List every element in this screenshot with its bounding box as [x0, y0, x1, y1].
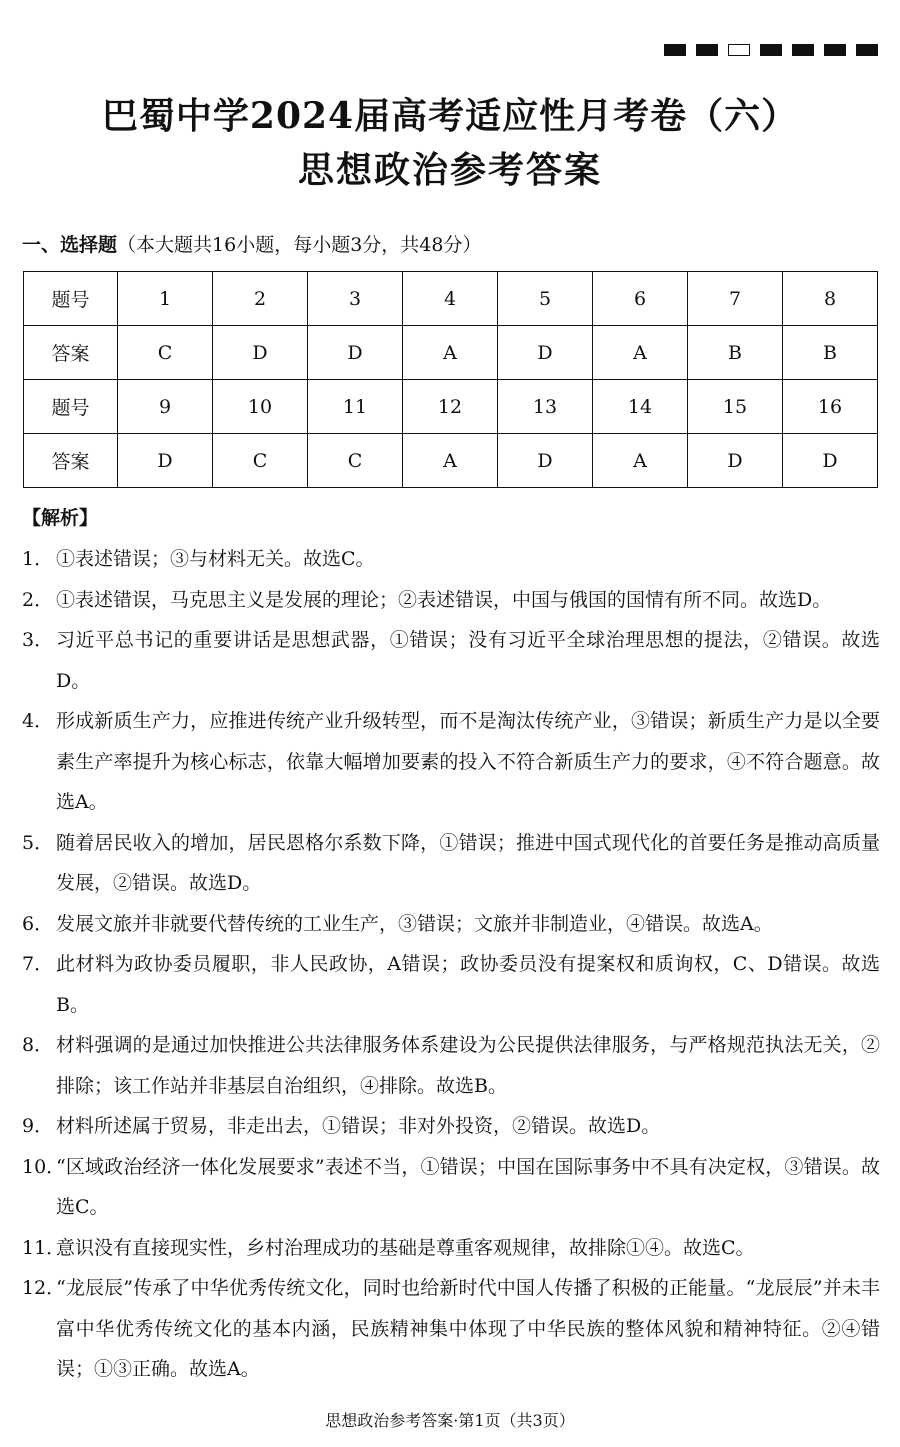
analysis-item-number: 11．: [22, 1236, 66, 1259]
question-number-cell: 15: [688, 380, 783, 434]
analysis-item-number: 10．: [22, 1155, 66, 1178]
table-row-label: 题号: [24, 272, 118, 326]
document-subtitle: 思想政治参考答案: [297, 149, 602, 191]
table-row: [24, 272, 878, 326]
page-footer: 思想政治参考答案·第1页（共3页）: [325, 1411, 575, 1430]
answer-cell: C: [308, 434, 403, 488]
answer-cell: D: [688, 434, 783, 488]
exam-code-marks: [664, 44, 878, 56]
analysis-item-number: 7．: [22, 953, 54, 975]
analysis-item-number: 2．: [22, 588, 54, 611]
analysis-item: [22, 1228, 880, 1269]
answer-cell: B: [783, 326, 878, 380]
table-row: [24, 380, 878, 434]
analysis-item-number: 9．: [22, 1115, 54, 1137]
answer-cell: D: [783, 434, 878, 488]
answer-cell: A: [593, 434, 688, 488]
answer-table: [23, 271, 878, 488]
answer-cell: D: [213, 326, 308, 380]
analysis-item-text: “区域政治经济一体化发展要求”表述不当，①错误；中国在国际事务中不具有决定权，③错误。故选C。: [56, 1155, 880, 1218]
analysis-heading: 【解析】: [22, 507, 99, 529]
answer-cell: B: [688, 326, 783, 380]
analysis-item-text: 此材料为政协委员履职，非人民政协，A错误；政协委员没有提案权和质询权，C、D错误。故选B。: [56, 953, 880, 1016]
question-number-cell: 4: [403, 272, 498, 326]
analysis-item: [22, 701, 880, 823]
question-number-cell: 14: [593, 380, 688, 434]
question-number-cell: 5: [498, 272, 593, 326]
analysis-item-text: 习近平总书记的重要讲话是思想武器，①错误；没有习近平全球治理思想的提法，②错误。故选D。: [56, 629, 880, 692]
analysis-item-number: 8．: [22, 1034, 54, 1056]
analysis-item: [22, 944, 880, 1025]
analysis-item: [22, 823, 880, 904]
question-number-cell: 1: [118, 272, 213, 326]
analysis-item: [22, 904, 880, 945]
analysis-item: [22, 620, 880, 701]
question-number-cell: 6: [593, 272, 688, 326]
analysis-item-number: 1．: [22, 548, 54, 570]
code-mark: [760, 44, 782, 56]
question-number-cell: 16: [783, 380, 878, 434]
answer-cell: D: [498, 326, 593, 380]
analysis-item: [22, 1147, 880, 1228]
analysis-item-number: 5．: [22, 831, 54, 854]
answer-cell: A: [403, 434, 498, 488]
analysis-item-text: 意识没有直接现实性，乡村治理成功的基础是尊重客观规律，故排除①④。故选C。: [56, 1236, 755, 1259]
table-row: [24, 326, 878, 380]
analysis-item-number: 6．: [22, 912, 54, 935]
table-row-label: 答案: [24, 434, 118, 488]
question-number-cell: 10: [213, 380, 308, 434]
analysis-item: [22, 580, 880, 621]
analysis-item-text: 材料强调的是通过加快推进公共法律服务体系建设为公民提供法律服务，与严格规范执法无关，②排除；该工作站并非基层自治组织，④排除。故选B。: [56, 1034, 880, 1097]
analysis-item-number: 4．: [22, 710, 54, 732]
analysis-item-number: 12．: [22, 1277, 66, 1299]
answer-cell: D: [308, 326, 403, 380]
document-title: 巴蜀中学2024届高考适应性月考卷（六）: [101, 95, 799, 137]
table-row: [24, 434, 878, 488]
analysis-item: [22, 539, 880, 580]
question-number-cell: 12: [403, 380, 498, 434]
answer-cell: C: [213, 434, 308, 488]
answer-cell: D: [118, 434, 213, 488]
analysis-item-text: 材料所述属于贸易，非走出去，①错误；非对外投资，②错误。故选D。: [56, 1115, 661, 1137]
code-mark: [824, 44, 846, 56]
table-row-label: 题号: [24, 380, 118, 434]
analysis-item-text: ①表述错误；③与材料无关。故选C。: [56, 548, 375, 570]
question-number-cell: 3: [308, 272, 403, 326]
analysis-item: [22, 1106, 880, 1147]
analysis-item-text: ①表述错误，马克思主义是发展的理论；②表述错误，中国与俄国的国情有所不同。故选D。: [56, 588, 832, 611]
code-mark: [696, 44, 718, 56]
analysis-item-text: 形成新质生产力，应推进传统产业升级转型，而不是淘汰传统产业，③错误；新质生产力是以全要素生产率提升为核心标志，依靠大幅增加要素的投入不符合新质生产力的要求，④不符合题意。故选A。: [56, 710, 880, 813]
analysis-item-text: “龙辰辰”传承了中华优秀传统文化，同时也给新时代中国人传播了积极的正能量。“龙辰辰”并未丰富中华优秀传统文化的基本内涵，民族精神集中体现了中华民族的整体风貌和精神特征。②④错误；①③正确。故选A。: [56, 1277, 880, 1380]
section-title: 一、选择题: [22, 234, 118, 256]
answer-cell: C: [118, 326, 213, 380]
analysis-item-text: 发展文旅并非就要代替传统的工业生产，③错误；文旅并非制造业，④错误。故选A。: [56, 912, 773, 935]
section-heading: [22, 230, 481, 257]
analysis-list: [22, 539, 880, 1390]
answer-cell: D: [498, 434, 593, 488]
analysis-item: [22, 1025, 880, 1106]
analysis-item-number: 3．: [22, 629, 54, 651]
question-number-cell: 11: [308, 380, 403, 434]
code-mark-hollow: [728, 44, 750, 56]
code-mark: [856, 44, 878, 56]
code-mark: [792, 44, 814, 56]
analysis-item-text: 随着居民收入的增加，居民恩格尔系数下降，①错误；推进中国式现代化的首要任务是推动高质量发展，②错误。故选D。: [56, 831, 880, 894]
answer-cell: A: [593, 326, 688, 380]
question-number-cell: 2: [213, 272, 308, 326]
question-number-cell: 8: [783, 272, 878, 326]
answer-cell: A: [403, 326, 498, 380]
section-note: （本大题共16小题，每小题3分，共48分）: [117, 234, 482, 256]
question-number-cell: 7: [688, 272, 783, 326]
question-number-cell: 9: [118, 380, 213, 434]
question-number-cell: 13: [498, 380, 593, 434]
table-row-label: 答案: [24, 326, 118, 380]
analysis-item: [22, 1268, 880, 1390]
code-mark: [664, 44, 686, 56]
